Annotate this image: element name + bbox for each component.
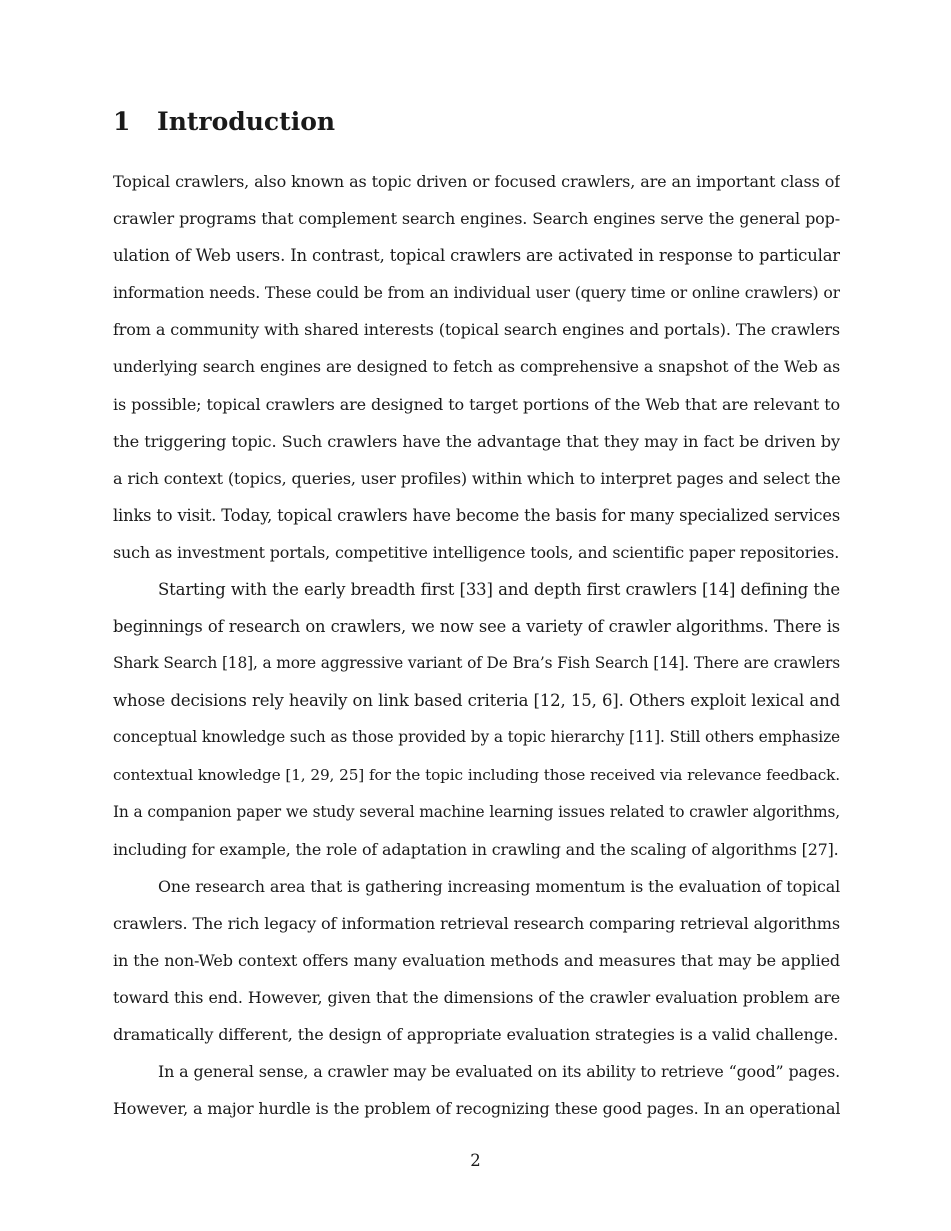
section-title: Introduction — [157, 107, 336, 136]
text-line: the triggering topic. Such crawlers have the advantage that they may in fact be driven by — [113, 431, 840, 451]
paragraph-1 — [113, 163, 840, 571]
paragraph-3 — [113, 868, 840, 1053]
text-line: is possible; topical crawlers are designed to target portions of the Web that are relevant to — [113, 394, 840, 414]
text-line: such as investment portals, competitive intelligence tools, and scientific paper repositories. — [113, 542, 840, 562]
text-line: conceptual knowledge such as those provided by a topic hierarchy [11]. Still others emphasize — [113, 728, 840, 747]
text-line: In a companion paper we study several machine learning issues related to crawler algorithms, — [113, 802, 840, 821]
text-line: dramatically different, the design of appropriate evaluation strategies is a valid challenge. — [113, 1025, 839, 1045]
text-line: whose decisions rely heavily on link based criteria [12, 15, 6]. Others exploit lexical and — [113, 691, 840, 711]
text-line: ulation of Web users. In contrast, topical crawlers are activated in response to particular — [113, 246, 840, 266]
text-line: information needs. These could be from an individual user (query time or online crawlers) or — [113, 283, 840, 303]
section-number: 1 — [113, 107, 131, 136]
text-line: crawlers. The rich legacy of information retrieval research comparing retrieval algorithms — [113, 913, 840, 933]
text-line: underlying search engines are designed to fetch as comprehensive a snapshot of the Web as — [113, 357, 840, 377]
text-line: toward this end. However, given that the dimensions of the crawler evaluation problem are — [113, 988, 840, 1008]
section-heading — [113, 104, 335, 140]
text-line: One research area that is gathering increasing momentum is the evaluation of topical — [158, 876, 840, 896]
page-number: 2 — [470, 1151, 481, 1170]
text-line: in the non-Web context offers many evaluation methods and measures that may be applied — [113, 950, 840, 970]
text-line: Topical crawlers, also known as topic driven or focused crawlers, are an important class of — [113, 172, 840, 191]
text-line: crawler programs that complement search engines. Search engines serve the general pop- — [113, 209, 840, 229]
text-line: links to visit. Today, topical crawlers have become the basis for many specialized services — [113, 505, 840, 525]
text-line: contextual knowledge [1, 29, 25] for the topic including those received via relevance feedback. — [113, 765, 840, 784]
text-line: from a community with shared interests (topical search engines and portals). The crawlers — [113, 320, 840, 340]
text-line: In a general sense, a crawler may be evaluated on its ability to retrieve “good” pages. — [158, 1062, 840, 1082]
body-text — [113, 163, 840, 1127]
text-line: beginnings of research on crawlers, we now see a variety of crawler algorithms. There is — [113, 617, 840, 637]
text-line: Shark Search [18], a more aggressive variant of De Bra’s Fish Search [14]. There are crawlers — [113, 654, 840, 673]
text-line: However, a major hurdle is the problem of recognizing these good pages. In an operational — [113, 1099, 840, 1119]
text-line: Starting with the early breadth first [33] and depth first crawlers [14] defining the — [158, 580, 840, 600]
paragraph-4 — [113, 1053, 840, 1127]
text-line: a rich context (topics, queries, user profiles) within which to interpret pages and select the — [113, 468, 840, 488]
paragraph-2 — [113, 571, 840, 868]
text-line: including for example, the role of adaptation in crawling and the scaling of algorithms [27]. — [113, 839, 839, 859]
